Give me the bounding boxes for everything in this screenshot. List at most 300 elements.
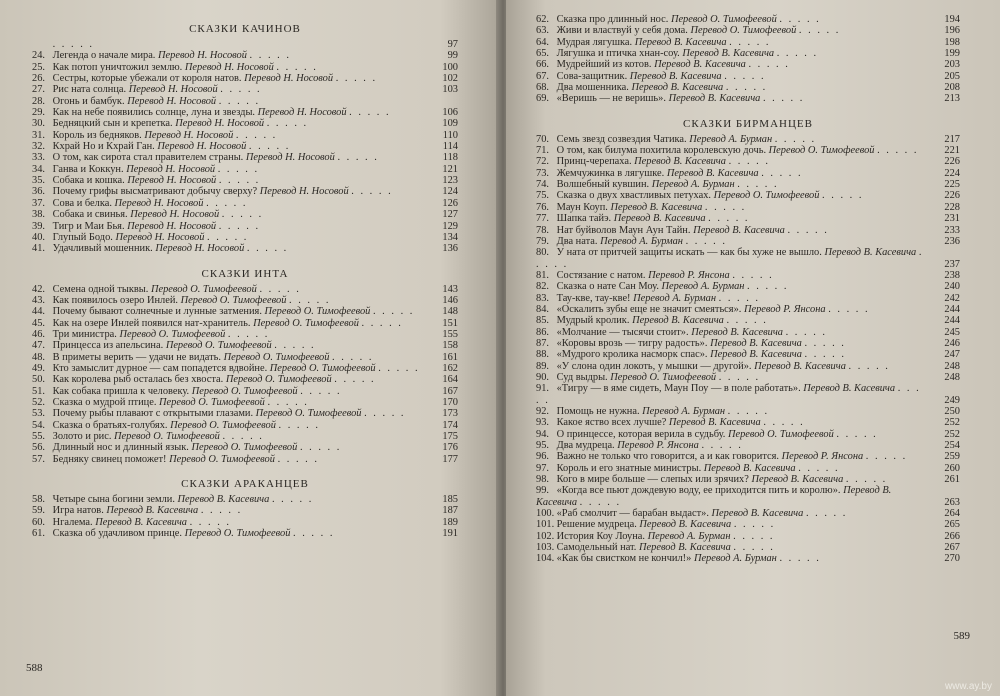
entry-translator: Перевод В. Касевича — [95, 516, 187, 528]
entry-number: 27. — [32, 84, 45, 96]
entry-translator: Перевод Н. Носовой — [127, 220, 217, 232]
leader-dots: . . . . . — [299, 442, 342, 454]
entry-translator: Перевод О. Тимофеевой — [169, 453, 275, 465]
entry-number: 84. — [536, 303, 549, 315]
leader-dots: . . . . . — [729, 36, 771, 48]
entry-translator: Перевод Н. Носовой — [155, 243, 245, 255]
toc-entry — [536, 519, 960, 530]
entry-title: Живи и властвуй у себя дома. — [556, 25, 688, 37]
entry-page: 100 — [442, 61, 458, 73]
entry-translator: Перевод Н. Носовой — [245, 152, 335, 164]
leader-dots: . . . . . — [222, 431, 264, 442]
toc-entry — [32, 420, 458, 431]
entry-translator: Перевод В. Касевича — [632, 315, 724, 327]
entry-page: 221 — [944, 145, 960, 157]
toc-entry — [32, 517, 458, 528]
entry-body — [32, 198, 424, 209]
entry-translator: Перевод Н. Носовой — [127, 95, 217, 107]
entry-body — [536, 59, 926, 70]
entry-translator: Перевод О. Тимофеевой — [255, 408, 362, 420]
toc-entry — [536, 48, 960, 59]
leader-dots: . . . . . — [848, 360, 890, 372]
entry-page: 231 — [944, 213, 960, 225]
entry-body — [32, 62, 424, 73]
leader-dots: . . . . . — [249, 50, 291, 62]
entry-title: «Коровы врозь — тигру радость». — [556, 337, 708, 349]
leader-dots: . . . . . — [221, 209, 264, 221]
entry-number: 76. — [536, 201, 549, 213]
entry-page: 187 — [442, 505, 458, 517]
entry-page: 213 — [944, 93, 960, 105]
entry-number: 87. — [536, 337, 549, 349]
section-title: СКАЗКИ БИРМАНЦЕВ — [683, 117, 813, 130]
leader-dots: . . . . . — [278, 419, 320, 431]
leader-dots: . . . . . — [266, 118, 309, 130]
entry-page: 177 — [442, 453, 458, 465]
toc-entry — [32, 340, 458, 351]
leader-dots: . . . . . — [708, 213, 750, 225]
entry-body — [32, 363, 424, 374]
entry-page: 233 — [944, 224, 960, 236]
toc-entry — [536, 59, 960, 70]
entry-translator: Перевод В. Касевича — [691, 326, 783, 338]
toc-entry — [536, 202, 960, 213]
entry-body — [536, 315, 926, 326]
entry-page: 249 — [944, 394, 960, 406]
entry-translator: Перевод О. Тимофеевой — [225, 374, 332, 386]
leader-dots: . . . . . — [248, 141, 291, 153]
entry-body — [32, 284, 424, 295]
entry-page: 114 — [442, 141, 458, 153]
entry-number: 98. — [536, 474, 549, 486]
leader-dots: . . . . . — [271, 494, 314, 506]
entry-translator: Перевод О. Тимофеевой — [610, 371, 717, 383]
entry-translator: Перевод В. Касевича — [666, 167, 759, 179]
toc-entry — [32, 152, 458, 163]
entry-number: 100. — [536, 508, 555, 520]
entry-translator: Перевод Р. Янсона — [617, 440, 699, 452]
toc-entry — [32, 164, 458, 175]
entry-body — [536, 225, 926, 236]
entry-title: Сказка о двух хвастливых петухах. — [556, 190, 711, 202]
entry-body — [536, 168, 926, 179]
entry-page: 191 — [442, 528, 458, 540]
entry-title: «Как бы свистком не кончил!» — [556, 553, 692, 565]
entry-body — [536, 213, 926, 224]
entry-page: 176 — [442, 442, 458, 454]
entry-title: Легенда о начале мира. — [52, 50, 156, 62]
entry-title: Принцесса из апельсина. — [52, 340, 164, 352]
entry-translator: Перевод О. Тимофеевой — [713, 190, 820, 202]
entry-body — [536, 71, 926, 82]
entry-page: 248 — [944, 360, 960, 372]
toc-entry — [536, 315, 960, 326]
entry-translator: Перевод А. Бурман — [651, 179, 735, 191]
entry-number: 104. — [536, 553, 555, 565]
entry-translator: Перевод А. Бурман — [600, 235, 683, 247]
toc-entry — [32, 62, 458, 73]
toc-entry — [32, 50, 458, 61]
entry-number: 41. — [32, 243, 45, 255]
entry-title: Сказка про длинный нос. — [556, 14, 669, 25]
entry-body — [32, 329, 424, 340]
entry-body — [32, 175, 424, 186]
entry-number: 71. — [536, 145, 549, 157]
entry-list — [536, 134, 960, 565]
toc-entry — [536, 440, 960, 451]
entry-title: Какое яство всех лучше? — [556, 417, 667, 429]
entry-number: 82. — [536, 281, 549, 293]
entry-translator: Перевод В. Касевича — [536, 485, 892, 508]
entry-page: 228 — [944, 201, 960, 213]
entry-number: 103. — [536, 542, 555, 554]
entry-number: 26. — [32, 73, 45, 85]
toc-entry — [536, 145, 960, 156]
entry-number: 70. — [536, 133, 549, 145]
entry-page: 254 — [944, 440, 960, 452]
entry-translator: Перевод В. Касевича — [631, 82, 724, 94]
leader-dots: . . . . . — [726, 315, 768, 327]
entry-body — [536, 361, 926, 372]
entry-translator: Перевод В. Касевича — [613, 213, 706, 225]
entry-title: Сказка о нате Сан Моу. — [556, 281, 659, 293]
entry-page: 148 — [442, 306, 458, 318]
entry-body — [32, 130, 424, 141]
entry-translator: Перевод О. Тимофеевой — [253, 317, 359, 329]
leader-dots: . . . . . — [787, 224, 829, 236]
entry-body — [536, 519, 926, 530]
leader-dots: . . . . . — [822, 190, 864, 202]
toc-entry — [536, 485, 960, 508]
entry-page: 185 — [442, 494, 458, 506]
entry-title: Сестры, которые убежали от короля натов. — [52, 73, 242, 85]
entry-translator: Перевод В. Касевича — [634, 156, 726, 168]
leader-dots: . . . . . — [217, 163, 260, 175]
entry-translator: Перевод Н. Носовой — [130, 209, 220, 221]
entry-translator: Перевод О. Тимофеевой — [165, 340, 272, 352]
toc-entry — [32, 494, 458, 505]
leader-dots: . . . . . — [259, 283, 301, 295]
entry-body — [32, 386, 424, 397]
toc-entry — [536, 338, 960, 349]
entry-page: 267 — [944, 542, 960, 554]
toc-entry — [536, 327, 960, 338]
entry-page: 226 — [944, 190, 960, 202]
entry-page: 162 — [442, 362, 458, 374]
entry-body — [32, 84, 424, 95]
entry-title: Два мудреца. — [556, 440, 615, 452]
entry-number: 90. — [536, 371, 549, 383]
entry-title: «Веришь — не веришь». — [556, 93, 666, 105]
entry-number: 65. — [536, 48, 549, 60]
toc-entry — [32, 431, 458, 442]
entry-number: 24. — [32, 50, 45, 62]
entry-translator: Перевод О. Тимофеевой — [690, 25, 797, 37]
entry-title: Кого в мире больше — слепых или зрячих? — [556, 474, 749, 486]
entry-body — [536, 553, 926, 564]
section-title: СКАЗКИ АРАКАНЦЕВ — [181, 478, 309, 491]
toc-entry — [536, 474, 960, 485]
entry-body — [536, 14, 926, 25]
toc-entry — [32, 232, 458, 243]
entry-title: Сова и белка. — [52, 197, 112, 209]
leader-dots: . . . . . — [218, 175, 261, 187]
entry-page: 175 — [442, 431, 458, 442]
entry-translator: Перевод Н. Носовой — [257, 107, 347, 119]
entry-page: 189 — [442, 516, 458, 528]
leader-dots: . . . . . — [364, 408, 406, 420]
entry-number: 57. — [32, 453, 45, 465]
toc-entry — [32, 221, 458, 232]
page-number: 588 — [26, 662, 43, 674]
entry-translator: Перевод Н. Носовой — [175, 118, 265, 130]
entry-body — [32, 209, 424, 220]
entry-title: О том, как билума похитила королевскую дочь. — [556, 145, 767, 157]
leader-dots: . . . . . — [277, 453, 319, 465]
entry-number: 38. — [32, 209, 45, 221]
leader-dots: . . . . . — [774, 133, 817, 145]
toc-entry — [536, 37, 960, 48]
toc-entry — [536, 553, 960, 564]
leader-dots: . . . . . — [332, 351, 374, 363]
leader-dots: . . . . . — [865, 451, 908, 463]
entry-title: Собака и кошка. — [52, 175, 125, 187]
leader-dots: . . . . . — [218, 95, 261, 107]
entry-body — [32, 118, 424, 129]
leader-dots: . . . . . — [748, 59, 790, 71]
toc-entry — [32, 107, 458, 118]
entry-number: 52. — [32, 396, 45, 408]
entry-title: Решение мудреца. — [556, 519, 637, 531]
leader-dots: . . . . . — [335, 73, 378, 85]
entry-number: 79. — [536, 235, 549, 247]
entry-page: 263 — [944, 496, 960, 508]
entry-page: 143 — [442, 283, 458, 295]
entry-translator: Перевод А. Бурман — [689, 133, 773, 145]
entry-body — [536, 145, 926, 156]
leader-dots: . . . . . — [52, 39, 94, 50]
entry-title: Ганва и Коккун. — [52, 163, 124, 175]
leader-dots: . . . . . — [200, 505, 243, 517]
entry-body — [32, 39, 424, 50]
entry-number: 56. — [32, 442, 45, 454]
entry-body — [536, 293, 926, 304]
entry-number: 66. — [536, 59, 549, 71]
entry-page: 103 — [442, 84, 458, 96]
entry-translator: Перевод В. Касевича — [654, 59, 746, 71]
entry-number: 40. — [32, 231, 45, 243]
entry-page: 121 — [442, 163, 458, 175]
toc-entry — [32, 386, 458, 397]
entry-title: «У слона один локоть, у мышки — другой». — [556, 360, 752, 372]
entry-title: Семь звезд созвездия Чатика. — [556, 133, 687, 145]
entry-page: 208 — [944, 82, 960, 94]
entry-page: 259 — [944, 451, 960, 463]
toc-entry — [536, 372, 960, 383]
entry-page: 194 — [944, 14, 960, 25]
entry-page: 237 — [944, 258, 960, 270]
entry-translator: Перевод В. Касевича — [682, 48, 775, 60]
toc-entry — [536, 417, 960, 428]
entry-body — [536, 474, 926, 485]
entry-number: 94. — [536, 428, 549, 440]
toc-entry — [536, 134, 960, 145]
entry-body — [32, 221, 424, 232]
entry-number: 47. — [32, 340, 45, 352]
entry-body — [32, 232, 424, 243]
entry-body — [536, 440, 926, 451]
entry-translator: Перевод В. Касевича — [639, 542, 731, 554]
entry-translator: Перевод А. Бурман — [661, 281, 745, 293]
entry-translator: Перевод Н. Носовой — [259, 186, 349, 198]
leader-dots: . . . . . — [805, 508, 848, 520]
leader-dots: . . . . . — [349, 107, 391, 119]
entry-title: О том, как сирота стал правителем страны. — [52, 152, 244, 164]
leader-dots: . . . . . — [246, 243, 289, 255]
entry-number: 83. — [536, 292, 549, 304]
entry-title: Почему грифы высматривают добычу сверху? — [52, 186, 258, 198]
entry-page: 252 — [944, 417, 960, 429]
entry-body — [32, 505, 424, 516]
entry-page: 252 — [944, 428, 960, 440]
entry-page: 110 — [442, 129, 458, 141]
entry-body — [536, 93, 926, 104]
entry-number: 64. — [536, 36, 549, 48]
section — [32, 268, 458, 466]
entry-body — [536, 349, 926, 360]
toc-entry — [536, 406, 960, 417]
entry-translator: Перевод О. Тимофеевой — [191, 442, 298, 454]
entry-body — [536, 463, 926, 474]
entry-title: Мудрый кролик. — [556, 315, 630, 327]
toc-entry — [32, 363, 458, 374]
entry-list — [32, 494, 458, 539]
toc-entry — [32, 73, 458, 84]
entry-title: Маун Коуп. — [556, 201, 608, 213]
entry-body — [32, 295, 424, 306]
toc-entry — [32, 505, 458, 516]
leader-dots: . . . . . — [776, 48, 819, 60]
entry-number: 50. — [32, 374, 45, 386]
entry-title: Важно не только что говорится, а и как говорится. — [556, 451, 779, 463]
entry-translator: Перевод Н. Носовой — [114, 197, 204, 209]
entry-title: Король из бедняков. — [52, 129, 142, 141]
entry-page: 247 — [944, 349, 960, 361]
toc-entry — [536, 451, 960, 462]
entry-title: Огонь и бамбук. — [52, 95, 125, 107]
entry-translator: Перевод В. Касевича — [754, 360, 846, 372]
section-title: СКАЗКИ КАЧИНОВ — [189, 23, 301, 35]
toc-entry — [32, 141, 458, 152]
entry-page: 199 — [944, 48, 960, 60]
entry-title: Бедняцкий сын и крепетка. — [52, 118, 173, 130]
toc-entry — [32, 408, 458, 419]
toc-entry — [536, 236, 960, 247]
entry-title: Принц-черепаха. — [556, 156, 632, 168]
leader-dots: . . . . . — [536, 383, 921, 406]
entry-title: Мудрая лягушка. — [556, 36, 633, 48]
entry-number: 96. — [536, 451, 549, 463]
entry-title: Игра натов. — [52, 505, 104, 517]
toc-entry — [32, 295, 458, 306]
entry-page: 270 — [944, 553, 960, 565]
leader-dots: . . . . . — [300, 385, 342, 397]
entry-translator: Перевод В. Касевича — [639, 519, 732, 531]
leader-dots: . . . . . — [804, 337, 846, 349]
entry-translator: Перевод Р. Янсона — [743, 303, 826, 315]
entry-translator: Перевод А. Бурман — [633, 292, 717, 304]
entry-page: 173 — [442, 408, 458, 420]
entry-page: 203 — [944, 59, 960, 71]
entry-body — [536, 417, 926, 428]
entry-title: Мудрейший из котов. — [556, 59, 652, 71]
leader-dots: . . . . . — [274, 340, 316, 352]
entry-translator: Перевод О. Тимофеевой — [119, 328, 226, 340]
entry-translator: Перевод О. Тимофеевой — [264, 306, 371, 318]
entry-number: 43. — [32, 294, 45, 306]
section — [536, 118, 960, 565]
entry-number: 95. — [536, 440, 549, 452]
entry-title: Как королева рыб осталась без хвоста. — [52, 374, 224, 386]
entry-body — [536, 156, 926, 167]
entry-title: Как появилось озеро Инлей. — [52, 294, 178, 306]
entry-title: О принцессе, которая верила в судьбу. — [556, 428, 726, 440]
entry-page: 246 — [944, 337, 960, 349]
leader-dots: . . . . . — [378, 362, 420, 374]
entry-body — [32, 50, 424, 61]
entry-page: 264 — [944, 508, 960, 520]
entry-translator: Перевод Н. Носовой — [144, 129, 234, 141]
toc-entry — [536, 508, 960, 519]
entry-body — [32, 141, 424, 152]
entry-page: 164 — [442, 374, 458, 386]
entry-translator: Перевод В. Касевича — [629, 70, 722, 82]
entry-translator: Перевод В. Касевича — [824, 247, 917, 259]
toc-entry — [536, 361, 960, 372]
entry-title: Бедняку свинец поможет! — [52, 453, 167, 465]
entry-page: 240 — [944, 281, 960, 293]
entry-number: 63. — [536, 25, 549, 37]
leader-dots: . . . . . — [763, 417, 805, 429]
entry-body — [536, 451, 926, 462]
entry-translator: Перевод А. Бурман — [693, 553, 777, 565]
entry-title: Суд выдры. — [556, 371, 608, 383]
section-title: СКАЗКИ ИНТА — [201, 267, 289, 280]
entry-number: 36. — [32, 186, 45, 198]
entry-page: 124 — [442, 186, 458, 198]
leader-dots: . . . . . — [218, 220, 261, 232]
entry-page: 102 — [442, 73, 458, 85]
entry-page: 109 — [442, 118, 458, 130]
entry-page: 250 — [944, 406, 960, 417]
entry-title: Длинный нос и длинный язык. — [52, 442, 189, 454]
entry-title: Четыре сына богини земли. — [52, 494, 175, 506]
entry-translator: Перевод Н. Носовой — [157, 141, 247, 153]
toc-entry — [536, 542, 960, 553]
entry-number: 53. — [32, 408, 45, 420]
entry-page: 266 — [944, 530, 960, 542]
entry-body — [536, 37, 926, 48]
entry-page: 225 — [944, 179, 960, 191]
toc-entry — [32, 329, 458, 340]
entry-translator: Перевод Н. Носовой — [158, 50, 247, 62]
entry-translator: Перевод Н. Носовой — [184, 61, 274, 73]
entry-number: 39. — [32, 220, 45, 232]
leader-dots: . . . . . — [727, 406, 770, 417]
entry-number: 77. — [536, 213, 549, 225]
entry-page: 217 — [944, 133, 960, 145]
entry-page: 196 — [944, 25, 960, 37]
